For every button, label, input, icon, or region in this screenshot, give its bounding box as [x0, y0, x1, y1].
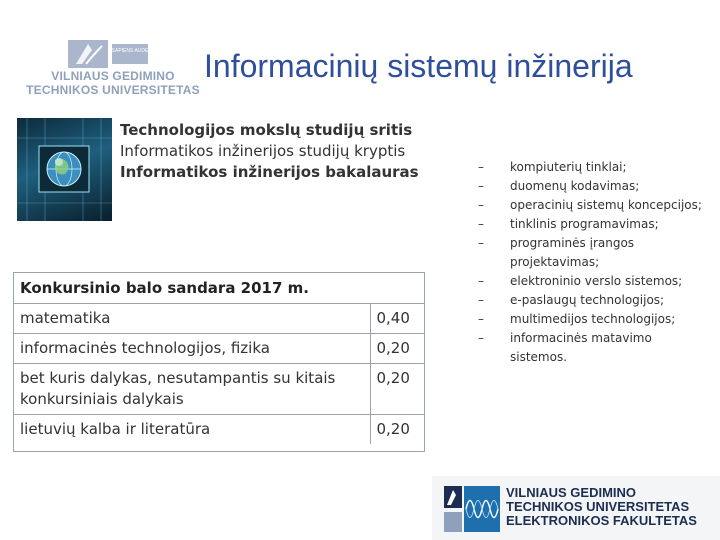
university-emblem-icon [68, 40, 150, 68]
dash-bullet: – [478, 179, 484, 193]
faculty-logo-text [506, 486, 697, 528]
subject-cell: lietuvių kalba ir literatūra [14, 415, 370, 445]
table-row [14, 334, 424, 364]
dash-bullet: – [478, 160, 484, 174]
logo-line-1: VILNIAUS GEDIMINO [51, 69, 175, 83]
subject-cell: bet kuris dalykas, nesutampantis su kitais konkursiniais dalykais [14, 364, 370, 415]
faculty-logo [432, 476, 720, 540]
list-item-text: duomenų kodavimas; [510, 179, 640, 193]
score-composition-table [13, 272, 425, 452]
score-rows [14, 303, 424, 444]
study-direction: Informatikos inžinerijos studijų kryptis [120, 142, 406, 160]
study-field: Technologijos mokslų studijų sritis [120, 121, 413, 139]
list-item-text: multimedijos technologijos; [510, 312, 676, 326]
list-item-text: elektroninio verslo sistemos; [510, 274, 683, 288]
list-item [478, 215, 710, 234]
study-info [120, 120, 419, 183]
list-item-text: kompiuterių tinklai; [510, 160, 627, 174]
score-table-title: Konkursinio balo sandara 2017 m. [20, 279, 309, 297]
list-item [478, 177, 710, 196]
weight-cell: 0,40 [370, 304, 424, 334]
topic-list [478, 158, 710, 367]
list-item [478, 272, 710, 291]
list-item [478, 196, 710, 215]
table-row [14, 304, 424, 334]
faculty-emblem-icon [444, 486, 500, 532]
weight-cell: 0,20 [370, 334, 424, 364]
list-item [478, 158, 710, 177]
globe-illustration [17, 118, 112, 221]
list-item-text: e-paslaugų technologijos; [510, 293, 665, 307]
study-degree: Informatikos inžinerijos bakalauras [120, 163, 419, 181]
list-item [478, 329, 710, 367]
page-title: Informacinių sistemų inžinerija [204, 48, 633, 84]
list-item-text: programinės įrangos projektavimas; [510, 236, 635, 269]
dash-bullet: – [478, 274, 484, 288]
list-item-text: tinklinis programavimas; [510, 217, 659, 231]
globe-icon [17, 118, 112, 221]
weight-cell: 0,20 [370, 364, 424, 415]
dash-bullet: – [478, 217, 484, 231]
table-row [14, 415, 424, 445]
logo-badge-top: SAPIENS AUDE [111, 48, 149, 54]
dash-bullet: – [478, 293, 484, 307]
list-item [478, 310, 710, 329]
list-item [478, 234, 710, 272]
dash-bullet: – [478, 198, 484, 212]
dash-bullet: – [478, 312, 484, 326]
logo-line-2: TECHNIKOS UNIVERSITETAS [26, 83, 200, 97]
list-item [478, 291, 710, 310]
dash-bullet: – [478, 331, 484, 345]
subject-cell: informacinės technologijos, fizika [14, 334, 370, 364]
list-item-text: informacinės matavimo sistemos. [510, 331, 652, 364]
university-logo [22, 38, 204, 100]
dash-bullet: – [478, 236, 484, 250]
subject-cell: matematika [14, 304, 370, 334]
faculty-logo-line-1: VILNIAUS GEDIMINO [506, 485, 637, 500]
list-item-text: operacinių sistemų koncepcijos; [510, 198, 702, 212]
table-row [14, 364, 424, 415]
faculty-logo-line-3: ELEKTRONIKOS FAKULTETAS [506, 513, 697, 528]
faculty-logo-line-2: TECHNIKOS UNIVERSITETAS [506, 499, 690, 514]
weight-cell: 0,20 [370, 415, 424, 445]
